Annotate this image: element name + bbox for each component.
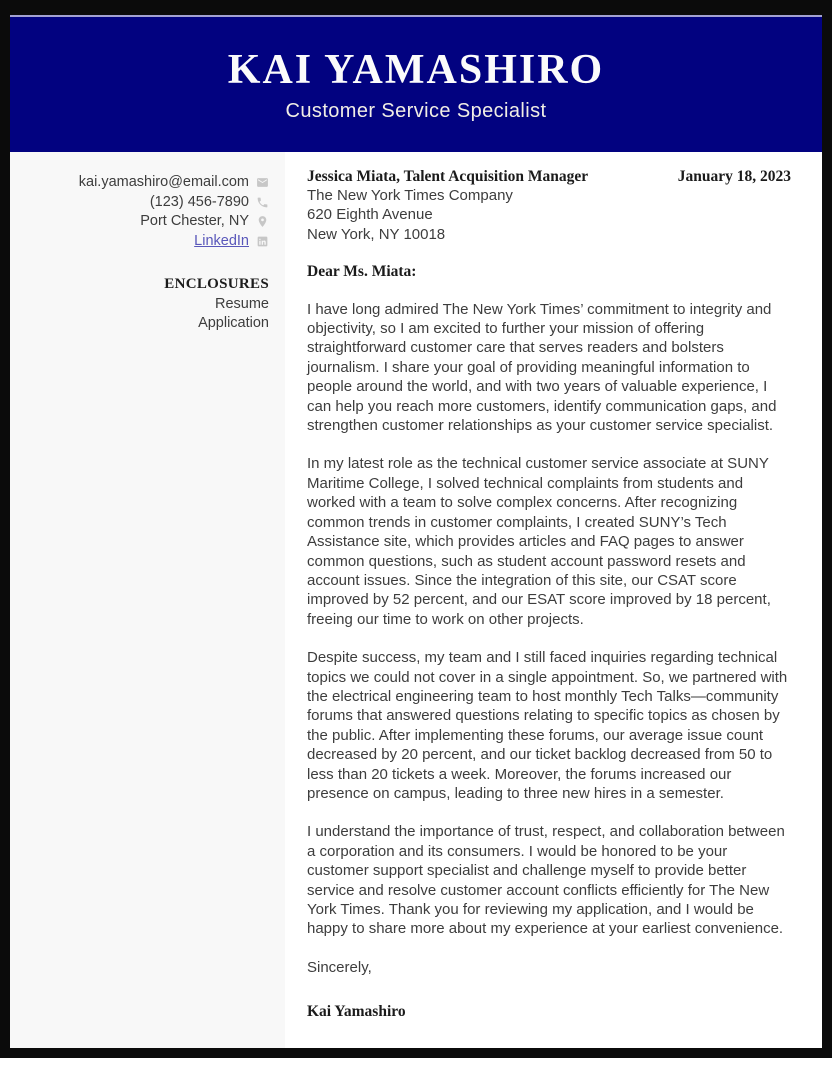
location-value: Port Chester, NY xyxy=(140,213,249,229)
signature-name: Kai Yamashiro xyxy=(307,1003,406,1021)
letter-head-row xyxy=(307,168,791,186)
closing-line: Sincerely, xyxy=(307,958,372,976)
recipient-address xyxy=(307,186,791,244)
paragraph-experience: In my latest role as the technical customer service associate at SUNY Maritime College, I solved technical complaints from students and worked with a team to solve complex concerns. After recognizing common trends in customer complaints, I created SUNY’s Tech Assistance site, which provides articles and FAQ pages to answer common questions, such as student account password resets and account issues. Since the integration of this site, our CSAT score improved by 52 percent, and our ESAT score improved by 18 percent, freeing our time to work on other projects. xyxy=(307,455,771,628)
letter-header xyxy=(10,15,822,152)
contact-location-row xyxy=(20,212,269,232)
contact-sidebar xyxy=(10,152,285,1048)
paragraph-closing-pitch: I understand the importance of trust, respect, and collaboration between a corporation and its consumers. I would be honored to be your customer support specialist and challenge myself to provide better service and resolve customer account conflicts efficiently for The New York Times. Thank you for reviewing my application, and I would be happy to share more about my experience at your earliest convenience. xyxy=(307,823,785,938)
enclosure-item-resume: Resume xyxy=(215,295,269,312)
contact-email-row xyxy=(20,173,269,193)
address-line-company: The New York Times Company xyxy=(307,187,513,204)
phone-icon xyxy=(256,196,269,209)
candidate-name: KAI YAMASHIRO xyxy=(227,46,605,93)
enclosures-heading: ENCLOSURES xyxy=(164,276,269,292)
email-icon xyxy=(256,176,269,189)
contact-linkedin-row xyxy=(20,232,269,252)
letter-body-columns xyxy=(10,152,822,1048)
linkedin-link[interactable]: LinkedIn xyxy=(194,232,249,249)
location-icon xyxy=(256,215,269,228)
recipient-line: Jessica Miata, Talent Acquisition Manager xyxy=(307,168,589,185)
candidate-job-title: Customer Service Specialist xyxy=(285,99,547,122)
letter-date: January 18, 2023 xyxy=(677,168,791,185)
enclosures-section xyxy=(20,275,269,334)
address-line-street: 620 Eighth Avenue xyxy=(307,206,433,224)
phone-value: (123) 456-7890 xyxy=(149,193,249,210)
paragraph-achievements: Despite success, my team and I still faced inquiries regarding technical topics we could not cover in a single appointment. So, we partnered with the electrical engineering team to host monthly Tech Talks—community forums that answered questions relating to specific topics as chosen by the public. After implementing these forums, our average issue count decreased by 20 percent, and our ticket backlog decreased from 50 to less than 20 tickets a week. Moreover, the forums increased our presence on campus, leading to three new hires in a semester. xyxy=(307,649,788,802)
contact-phone-row xyxy=(20,193,269,213)
enclosure-item-application: Application xyxy=(198,315,269,331)
address-line-city: New York, NY 10018 xyxy=(307,225,446,243)
salutation: Dear Ms. Miata: xyxy=(307,263,417,281)
email-value: kai.yamashiro@email.com xyxy=(78,174,249,190)
paragraph-intro: I have long admired The New York Times’ commitment to integrity and objectivity, so I am excited to further your mission of offering straightforward customer care that serves readers and bolsters journalism. I share your goal of providing meaningful information to people around the world, and with two years of valuable experience, I can help you reach more customers, identify communication gaps, and strengthen customer relationships as your customer service specialist. xyxy=(307,300,777,435)
linkedin-icon xyxy=(256,235,269,248)
letter-content xyxy=(285,152,822,1048)
